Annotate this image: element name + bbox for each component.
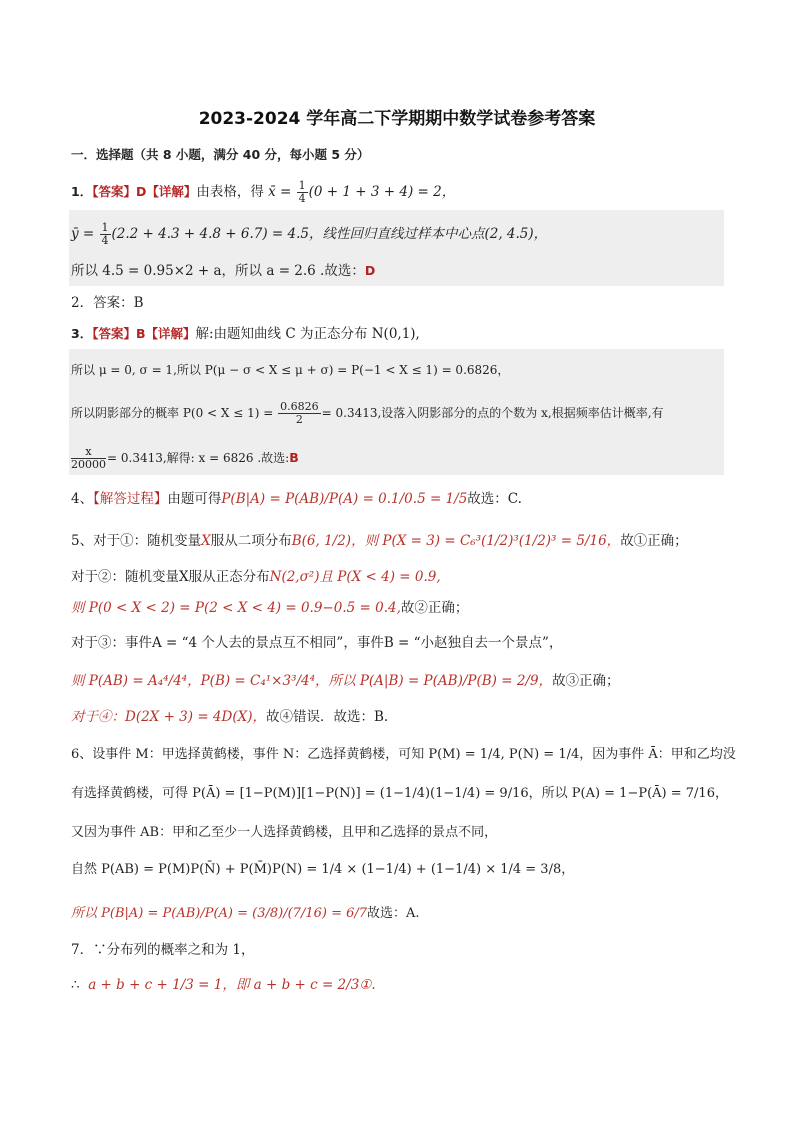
q1-answer-tag: 【答案】D【详解】 xyxy=(92,184,197,199)
q1-frac2-den: 4 xyxy=(101,234,109,247)
q1-frac-num: 1 xyxy=(298,179,306,192)
q4-text: 由题可得 xyxy=(167,491,222,507)
q3-line-1 xyxy=(71,325,420,343)
q5-l4c: B = “小赵独自去一个景点”， xyxy=(383,635,563,651)
q6-line-2: 有选择黄鹤楼，可得 P(Ā) = [1−P(M)][1−P(N)] = (1−1/4)(1−1/4) = 9/16，所以 P(A) = 1−P(Ā) = 7/16， xyxy=(71,786,728,801)
q5-l5a: 则 P(AB) = A₄⁴/4⁴，P(B) = C₄¹×3³/4⁴，所以 P(A|B) = P(AB)/P(B) = 2/9， xyxy=(71,673,553,689)
q3-frac2-den: 20000 xyxy=(71,458,106,471)
q3-line3-a: 所以阴影部分的概率 P(0 < X ≤ 1) = xyxy=(71,406,278,420)
q6-line-1: 6、设事件 M：甲选择黄鹤楼，事件 N：乙选择黄鹤楼，可知 P(M) = 1/4, P(N) = 1/4，因为事件 Ā：甲和乙均没 xyxy=(71,747,736,762)
q5-l5b: 故③正确； xyxy=(552,673,620,689)
q1-fraction-2 xyxy=(100,222,111,247)
q3-frac1-num: 0.6826 xyxy=(280,400,319,413)
q4-number: 4、 xyxy=(71,491,94,507)
q1-line-2 xyxy=(71,222,547,247)
q3-answer-tag: 【答案】B【详解】 xyxy=(92,326,196,341)
q1-line-3 xyxy=(71,262,375,280)
q6-line-3: 又因为事件 AB：甲和乙至少一人选择黄鹤楼，且甲和乙选择的景点不同， xyxy=(71,825,498,840)
q1-expr: (0 + 1 + 3 + 4) = 2， xyxy=(308,184,456,200)
q7-line-1: 7．∵分布列的概率之和为 1， xyxy=(71,942,255,958)
q5-line-1 xyxy=(71,532,688,550)
q3-fraction-1 xyxy=(278,401,321,426)
q5-l2b: X服从正态分布 xyxy=(179,569,270,585)
q5-l1c: B(6, 1/2)，则 P(X = 3) = C₆³(1/2)³(1/2)³ = 5/16， xyxy=(291,533,621,549)
q6-line-4: 自然 P(AB) = P(M)P(N̄) + P(M̄)P(N) = 1/4 × (1−1/4) + (1−1/4) × 1/4 = 3/8， xyxy=(71,862,575,877)
q1-number: 1． xyxy=(71,184,93,199)
q4-line xyxy=(71,490,522,508)
q6-line-5 xyxy=(71,905,420,923)
q5-line-6 xyxy=(71,708,388,726)
q5-l3a: 则 P(0 < X < 2) = P(2 < X < 4) = 0.9−0.5 = 0.4, xyxy=(71,600,401,616)
q3-answer: B xyxy=(289,450,299,465)
q6-l5a: 所以 P(B|A) = P(AB)/P(A) = (3/8)/(7/16) = 6/7 xyxy=(71,906,368,921)
q6-l5b: 故选：A. xyxy=(367,906,420,921)
q5-l4a: 对于③：事件 xyxy=(71,635,152,651)
q5-l3b: 故②正确； xyxy=(400,600,469,616)
q1-fraction xyxy=(297,180,308,205)
q3-frac2-num: x xyxy=(71,446,106,459)
page-title: 2023-2024 学年高二下学期期中数学试卷参考答案 xyxy=(198,109,596,129)
q5-l1b: 服从二项分布 xyxy=(210,533,292,549)
q5-line-4 xyxy=(71,634,562,652)
q4-choice: 故选：C. xyxy=(467,491,522,507)
q1-xbar: x̄ = xyxy=(268,184,296,200)
q3-line4-b: = 0.3413,解得: x = 6826 .故选: xyxy=(107,451,290,465)
q5-l6b: 故④错误．故选：B. xyxy=(266,709,389,725)
q1-line2-expr: (2.2 + 4.3 + 4.8 + 6.7) = 4.5，线性回归直线过样本中心点(2, 4.5)， xyxy=(111,226,548,242)
q5-line-2 xyxy=(71,568,441,586)
q7-therefore: ∴ xyxy=(71,977,80,993)
q4-tag: 【解答过程】 xyxy=(93,491,168,507)
q3-number: 3． xyxy=(71,326,93,341)
q5-line-3 xyxy=(71,599,468,617)
q1-frac2-num: 1 xyxy=(101,221,109,234)
q1-frac-den: 4 xyxy=(298,192,306,205)
q7-l2b: a + b + c + 1/3 = 1，即 a + b + c = 2/3①. xyxy=(88,977,376,993)
q3-line-3 xyxy=(71,401,664,426)
q3-frac1-den: 2 xyxy=(295,413,303,426)
q7-line-2 xyxy=(71,976,376,994)
q5-l1d: 故①正确； xyxy=(620,533,688,549)
q5-l1a: 5、对于①：随机变量 xyxy=(71,533,202,549)
section-heading: 一．选择题（共 8 小题，满分 40 分，每小题 5 分） xyxy=(71,147,370,162)
q5-l1m: X xyxy=(201,533,211,549)
q3-line-4 xyxy=(71,446,299,471)
q5-l2a: 对于②：随机变量 xyxy=(71,569,179,585)
q3-line3-b: = 0.3413,设落入阴影部分的点的个数为 x,根据频率估计概率,有 xyxy=(321,406,664,420)
q1-answer: D xyxy=(364,263,376,278)
q5-l6a: 对于④：D(2X + 3) = 4D(X)， xyxy=(71,709,266,725)
q5-l4b: A = “4 个人去的景点互不相同”，事件 xyxy=(152,635,384,651)
q1-ybar: ȳ = xyxy=(71,226,99,242)
q1-line3-text: 所以 4.5 = 0.95×2 + a，所以 a = 2.6 .故选： xyxy=(71,263,365,279)
q4-math: P(B|A) = P(AB)/P(A) = 0.1/0.5 = 1/5 xyxy=(221,491,468,507)
q2-line: 2．答案：B xyxy=(71,295,144,311)
q1-text: 由表格，得 xyxy=(196,184,264,200)
q3-line1-text: 解:由题知曲线 C 为正态分布 N(0,1), xyxy=(195,326,420,342)
q1-line-1 xyxy=(71,180,455,205)
q3-line-2: 所以 μ = 0, σ = 1,所以 P(μ − σ < X ≤ μ + σ) = P(−1 < X ≤ 1) = 0.6826， xyxy=(71,363,510,377)
q3-fraction-2 xyxy=(71,446,106,471)
q5-l2c: N(2,σ²)且 P(X < 4) = 0.9, xyxy=(269,569,441,585)
q5-line-5 xyxy=(71,672,620,690)
